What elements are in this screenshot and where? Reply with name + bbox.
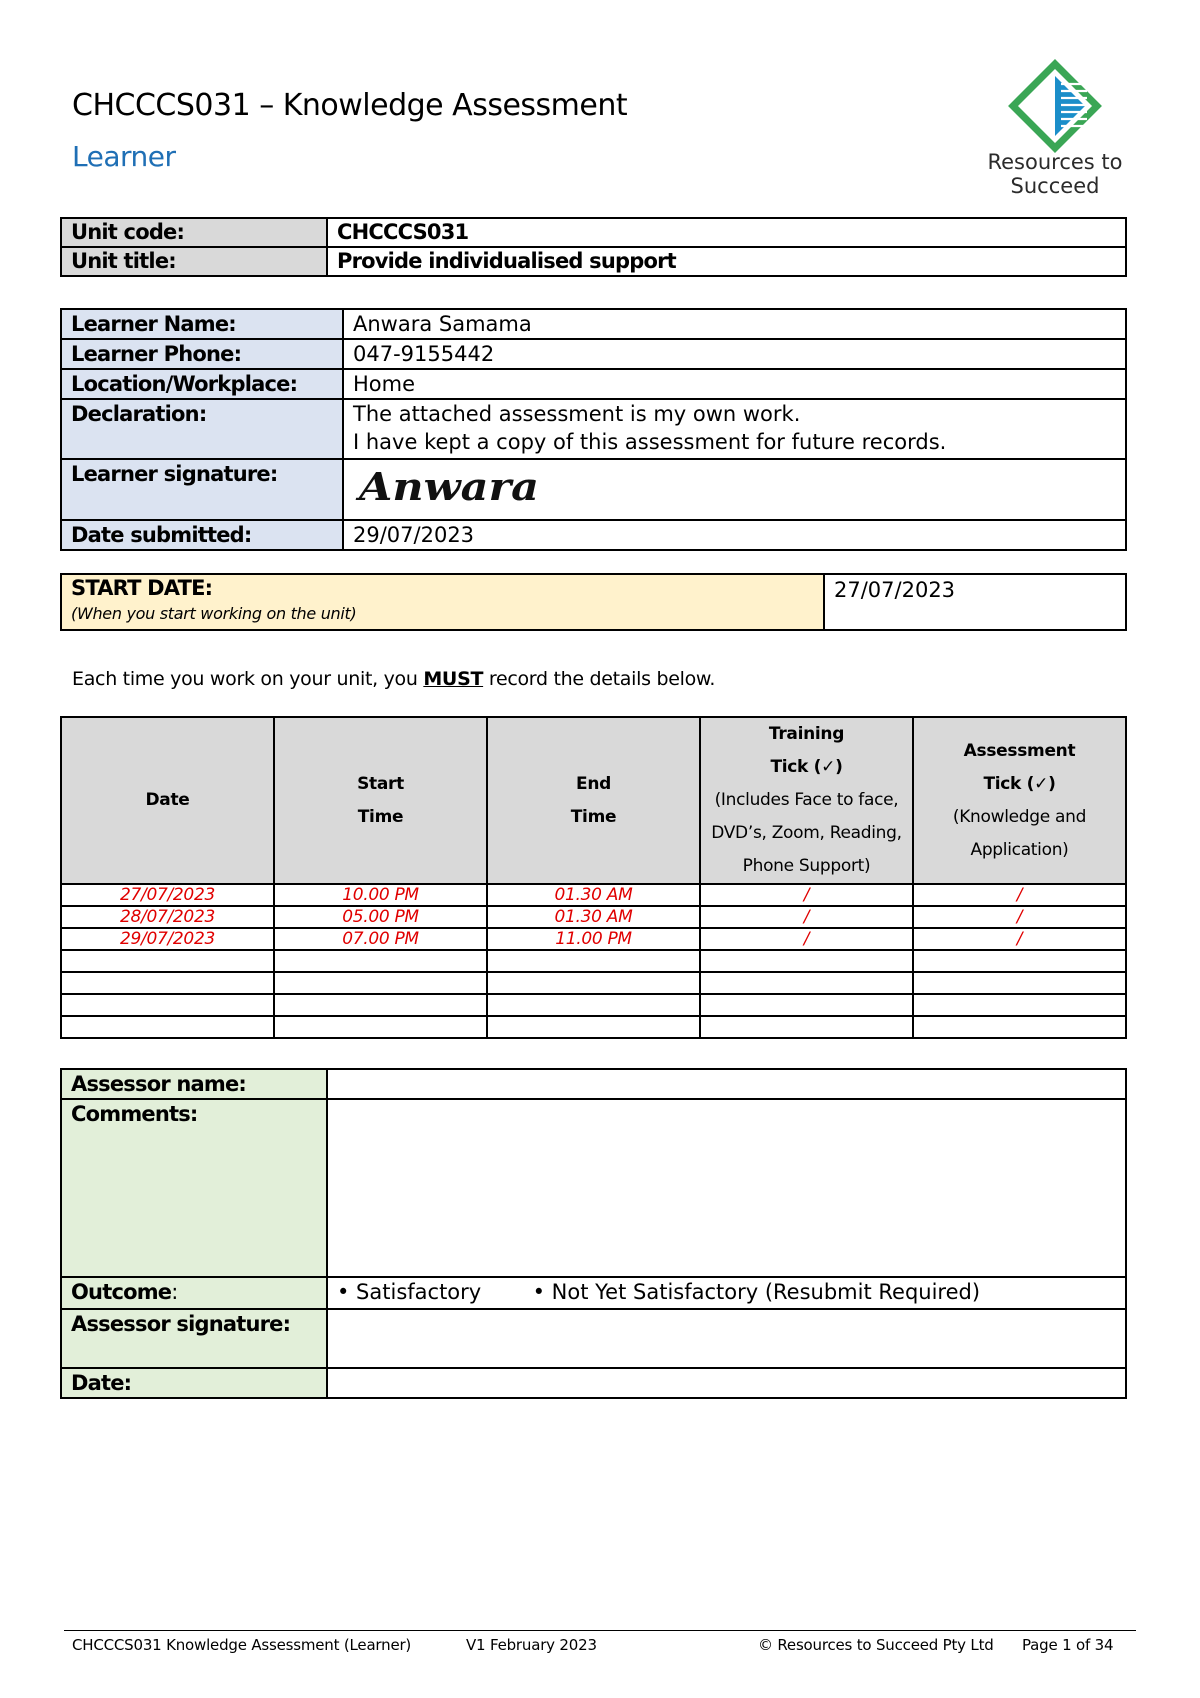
log-start-cell[interactable]: 05.00 PM (274, 906, 487, 928)
assessor-date-field[interactable] (327, 1368, 1126, 1398)
log-end-cell[interactable] (487, 994, 700, 1016)
log-date-cell[interactable] (61, 994, 274, 1016)
col-header-start-line1: Start (357, 773, 404, 794)
learner-details-table (60, 308, 1127, 551)
log-start-cell[interactable] (274, 994, 487, 1016)
table-row (61, 906, 1126, 928)
log-date-cell[interactable]: 27/07/2023 (61, 884, 274, 906)
footer-copyright: © Resources to Succeed Pty Ltd (758, 1636, 994, 1654)
learner-phone-field[interactable]: 047-9155442 (343, 339, 1126, 369)
learner-signature-row (61, 459, 1126, 520)
start-date-row (61, 574, 1126, 630)
col-header-end (487, 717, 700, 884)
log-date-cell[interactable] (61, 950, 274, 972)
work-log-header-row (61, 717, 1126, 884)
comments-field[interactable] (327, 1099, 1126, 1277)
log-training-tick-cell[interactable] (700, 972, 913, 994)
declaration-line-2: I have kept a copy of this assessment for future records. (353, 430, 947, 454)
log-date-cell[interactable]: 28/07/2023 (61, 906, 274, 928)
log-training-tick-cell[interactable]: / (700, 928, 913, 950)
log-end-cell[interactable] (487, 1016, 700, 1038)
comments-row (61, 1099, 1126, 1277)
footer-page-number: Page 1 of 34 (1022, 1636, 1114, 1654)
unit-code-value: CHCCCS031 (327, 218, 1126, 247)
log-assessment-tick-cell[interactable]: / (913, 906, 1126, 928)
work-log-table (60, 716, 1127, 1039)
col-header-assessment-line2: Tick (✓) (983, 773, 1056, 794)
learner-signature-image (353, 460, 553, 510)
log-start-cell[interactable]: 07.00 PM (274, 928, 487, 950)
declaration-text (343, 399, 1126, 459)
learner-name-row (61, 309, 1126, 339)
assessor-signature-row (61, 1309, 1126, 1368)
location-label: Location/Workplace: (61, 369, 343, 399)
learner-signature-field[interactable] (343, 459, 1126, 520)
table-row (61, 928, 1126, 950)
declaration-line-1: The attached assessment is my own work. (353, 402, 801, 426)
document-subtitle: Learner (72, 140, 176, 173)
col-header-end-line2: Time (570, 806, 617, 827)
learner-name-label: Learner Name: (61, 309, 343, 339)
outcome-label: Outcome (71, 1280, 172, 1304)
table-row (61, 972, 1126, 994)
log-start-cell[interactable] (274, 950, 487, 972)
log-date-cell[interactable]: 29/07/2023 (61, 928, 274, 950)
unit-title-row (61, 247, 1126, 276)
instruction-before: Each time you work on your unit, you (72, 668, 424, 690)
col-header-start-line2: Time (357, 806, 404, 827)
table-row (61, 884, 1126, 906)
unit-title-value: Provide individualised support (327, 247, 1126, 276)
assessor-table (60, 1068, 1127, 1399)
start-date-table (60, 573, 1127, 631)
log-assessment-tick-cell[interactable] (913, 994, 1126, 1016)
outcome-label-cell (61, 1277, 327, 1309)
assessor-name-row (61, 1069, 1126, 1099)
log-assessment-tick-cell[interactable] (913, 950, 1126, 972)
assessor-name-field[interactable] (327, 1069, 1126, 1099)
log-assessment-tick-cell[interactable]: / (913, 884, 1126, 906)
logo-text-line2: Succeed (1010, 174, 1100, 198)
footer-version: V1 February 2023 (466, 1636, 597, 1654)
col-header-date-label: Date (145, 790, 190, 810)
log-training-tick-cell[interactable] (700, 1016, 913, 1038)
table-row (61, 950, 1126, 972)
col-header-end-line1: End (576, 773, 611, 794)
col-header-assessment (913, 717, 1126, 884)
document-title: CHCCCS031 – Knowledge Assessment (72, 88, 628, 123)
date-submitted-row (61, 520, 1126, 550)
log-end-cell[interactable]: 01.30 AM (487, 906, 700, 928)
unit-title-label: Unit title: (61, 247, 327, 276)
learner-phone-label: Learner Phone: (61, 339, 343, 369)
learner-name-field[interactable]: Anwara Samama (343, 309, 1126, 339)
unit-code-label: Unit code: (61, 218, 327, 247)
col-header-training (700, 717, 913, 884)
instruction-text (72, 668, 715, 690)
outcome-row (61, 1277, 1126, 1309)
start-date-hint: (When you start working on the unit) (71, 604, 357, 623)
footer-document-name: CHCCCS031 Knowledge Assessment (Learner) (72, 1636, 412, 1654)
declaration-label: Declaration: (61, 399, 343, 459)
col-header-assessment-line3: (Knowledge and (952, 806, 1087, 827)
log-end-cell[interactable]: 01.30 AM (487, 884, 700, 906)
date-submitted-field[interactable]: 29/07/2023 (343, 520, 1126, 550)
comments-label: Comments: (61, 1099, 327, 1277)
learner-signature-label: Learner signature: (61, 459, 343, 520)
log-training-tick-cell[interactable] (700, 950, 913, 972)
start-date-label-cell (61, 574, 824, 630)
log-training-tick-cell[interactable]: / (700, 884, 913, 906)
instruction-emphasis: MUST (423, 668, 484, 690)
log-end-cell[interactable] (487, 950, 700, 972)
footer-divider (64, 1630, 1136, 1631)
outcome-options (327, 1277, 1126, 1309)
col-header-assessment-line1: Assessment (963, 740, 1076, 761)
log-date-cell[interactable] (61, 1016, 274, 1038)
table-row (61, 994, 1126, 1016)
table-row (61, 1016, 1126, 1038)
learner-phone-row (61, 339, 1126, 369)
col-header-training-line1: Training (768, 724, 845, 744)
assessor-date-row (61, 1368, 1126, 1398)
col-header-start (274, 717, 487, 884)
logo-text-line1: Resources to (987, 150, 1123, 174)
outcome-not-yet-satisfactory-option[interactable]: • Not Yet Satisfactory (Resubmit Required) (532, 1280, 981, 1304)
log-date-cell[interactable] (61, 972, 274, 994)
log-training-tick-cell[interactable] (700, 994, 913, 1016)
assessor-signature-field[interactable] (327, 1309, 1126, 1368)
col-header-training-line4: DVD’s, Zoom, Reading, (711, 823, 902, 843)
location-row (61, 369, 1126, 399)
assessor-name-label: Assessor name: (61, 1069, 327, 1099)
date-submitted-label: Date submitted: (61, 520, 343, 550)
log-assessment-tick-cell[interactable] (913, 972, 1126, 994)
assessor-date-label: Date: (61, 1368, 327, 1398)
signature-ink: Anwara (355, 464, 539, 509)
outcome-satisfactory-option[interactable]: • Satisfactory (337, 1280, 482, 1304)
instruction-after: record the details below. (483, 668, 716, 690)
location-field[interactable]: Home (343, 369, 1126, 399)
start-date-field[interactable]: 27/07/2023 (824, 574, 1126, 630)
col-header-training-line5: Phone Support) (742, 856, 871, 876)
log-assessment-tick-cell[interactable]: / (913, 928, 1126, 950)
start-date-label: START DATE: (71, 576, 213, 600)
col-header-date (61, 717, 274, 884)
log-end-cell[interactable]: 11.00 PM (487, 928, 700, 950)
log-start-cell[interactable]: 10.00 PM (274, 884, 487, 906)
col-header-assessment-line4: Application) (970, 839, 1069, 860)
assessor-signature-label: Assessor signature: (61, 1309, 327, 1368)
log-training-tick-cell[interactable]: / (700, 906, 913, 928)
log-start-cell[interactable] (274, 972, 487, 994)
unit-code-row (61, 218, 1126, 247)
outcome-colon: : (171, 1280, 179, 1304)
declaration-row (61, 399, 1126, 459)
logo-text (960, 150, 1150, 198)
col-header-training-line3: (Includes Face to face, (714, 790, 899, 810)
log-end-cell[interactable] (487, 972, 700, 994)
unit-info-table (60, 217, 1127, 277)
log-assessment-tick-cell[interactable] (913, 1016, 1126, 1038)
col-header-training-line2: Tick (✓) (770, 757, 843, 777)
log-start-cell[interactable] (274, 1016, 487, 1038)
